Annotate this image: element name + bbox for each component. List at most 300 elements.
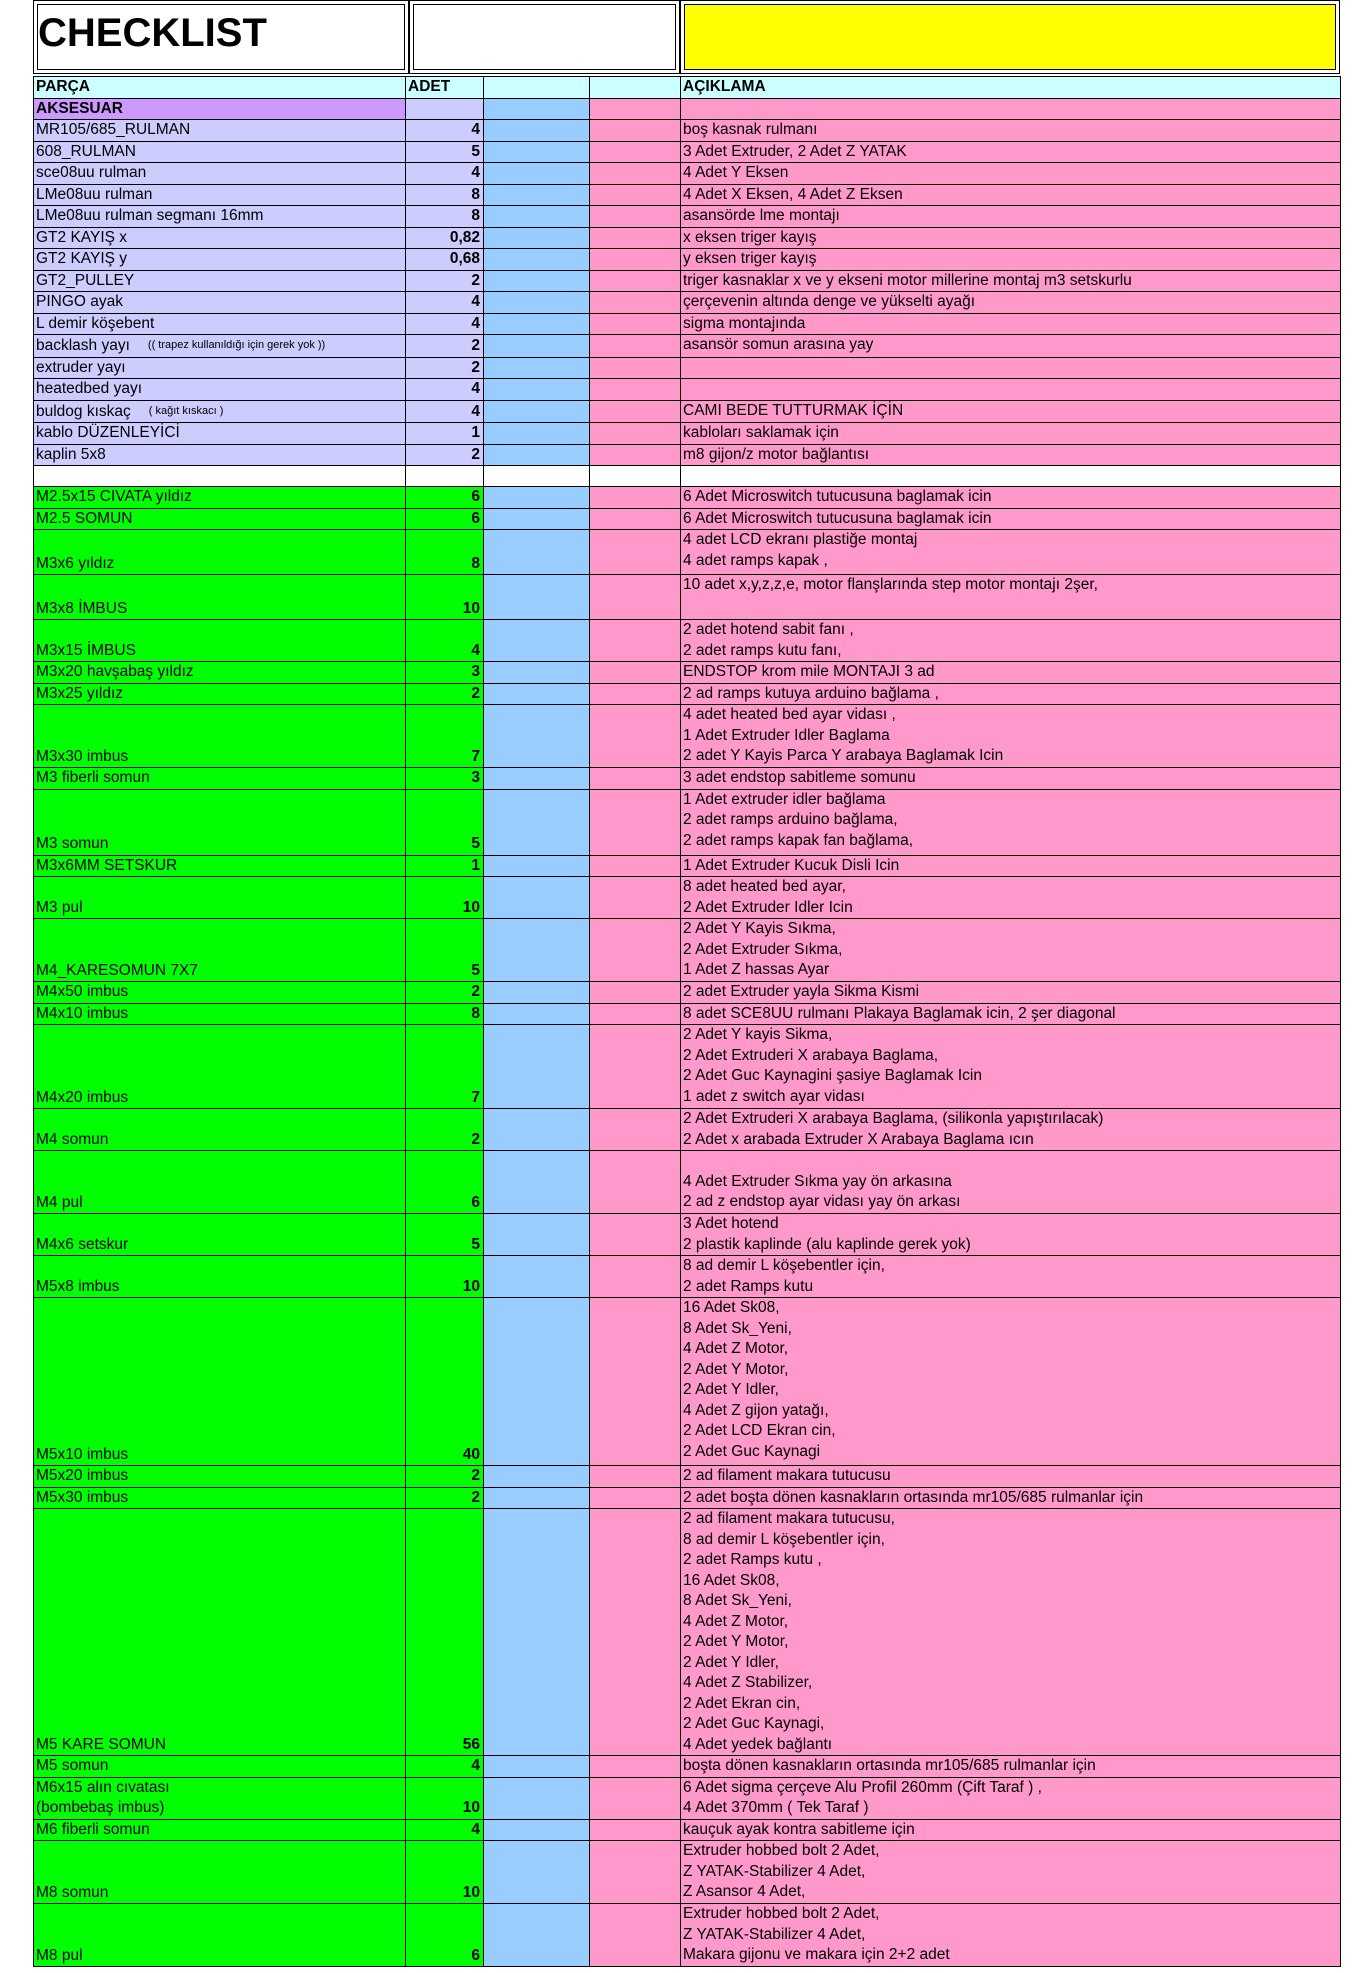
part-name (34, 1025, 406, 1109)
table-row (34, 789, 1341, 855)
part-label: M4 somun (36, 1130, 109, 1148)
blank-cell-1 (484, 1509, 590, 1756)
title-bar (33, 0, 1340, 76)
description: 8 adet heated bed ayar, 2 Adet Extruder Idler Icin (681, 877, 1341, 919)
description: 4 Adet Y Eksen (681, 163, 1341, 185)
quantity: 8 (406, 1003, 484, 1025)
part-label: M4x20 imbus (36, 1088, 129, 1106)
description: sigma montajında (681, 313, 1341, 335)
quantity: 2 (406, 335, 484, 358)
table-row (34, 487, 1341, 509)
quantity: 56 (406, 1509, 484, 1756)
description (681, 379, 1341, 401)
table-row (34, 620, 1341, 662)
table-row (34, 1841, 1341, 1904)
quantity: 7 (406, 1025, 484, 1109)
part-name (34, 1841, 406, 1904)
part-name (34, 400, 406, 423)
quantity: 4 (406, 379, 484, 401)
part-label: backlash yayı (36, 337, 130, 354)
table-row (34, 444, 1341, 466)
blank-cell-2 (590, 1904, 681, 1967)
part-label: M5 somun (36, 1757, 109, 1774)
part-name (34, 206, 406, 228)
part-name (34, 620, 406, 662)
quantity: 2 (406, 1109, 484, 1151)
quantity: 4 (406, 292, 484, 314)
part-label: buldog kıskaç (36, 402, 131, 420)
blank-cell-2 (590, 1151, 681, 1214)
table-row (34, 1256, 1341, 1298)
description: boşta dönen kasnakların ortasında mr105/685 rulmanlar için (681, 1756, 1341, 1778)
part-label: kablo DÜZENLEYİCİ (36, 424, 180, 441)
blank-cell-2 (590, 141, 681, 163)
blank-cell-1 (484, 1777, 590, 1819)
part-label: LMe08uu rulman (36, 185, 153, 203)
part-label: M6x15 alın cıvatası (bombebaş imbus) (36, 1778, 170, 1816)
section-qty (406, 98, 484, 120)
blank-cell-2 (590, 768, 681, 790)
part-name (34, 292, 406, 314)
part-label: M5 KARE SOMUN (36, 1735, 167, 1753)
separator-cell (681, 466, 1341, 487)
part-name (34, 163, 406, 185)
blank-cell-1 (484, 1025, 590, 1109)
blank-cell-1 (484, 335, 590, 358)
part-name (34, 357, 406, 379)
table-row (34, 1756, 1341, 1778)
quantity: 3 (406, 768, 484, 790)
part-label: M3 somun (36, 835, 109, 852)
description: 2 ad ramps kutuya arduino bağlama , (681, 683, 1341, 705)
table-row (34, 163, 1341, 185)
quantity: 10 (406, 575, 484, 620)
part-label: M4x6 setskur (36, 1235, 129, 1253)
header-part: PARÇA (34, 77, 406, 99)
quantity: 1 (406, 855, 484, 877)
quantity: 10 (406, 1841, 484, 1904)
part-name (34, 508, 406, 530)
table-row (34, 1298, 1341, 1466)
blank-cell-1 (484, 530, 590, 575)
blank-cell-2 (590, 508, 681, 530)
blank-cell-1 (484, 270, 590, 292)
part-name (34, 982, 406, 1004)
part-name (34, 444, 406, 466)
description: 2 adet Extruder yayla Sikma Kismi (681, 982, 1341, 1004)
blank-cell-1 (484, 575, 590, 620)
part-label: M3x6 yıldız (36, 554, 115, 572)
quantity: 0,82 (406, 227, 484, 249)
table-row (34, 508, 1341, 530)
blank-cell-1 (484, 1841, 590, 1904)
description: 3 Adet hotend 2 plastik kaplinde (alu kaplinde gerek yok) (681, 1214, 1341, 1256)
description: asansörde lme montajı (681, 206, 1341, 228)
description: 6 Adet sigma çerçeve Alu Profil 260mm (Çift Taraf ) , 4 Adet 370mm ( Tek Taraf ) (681, 1777, 1341, 1819)
blank-cell-2 (590, 120, 681, 142)
description: 2 Adet Extruderi X arabaya Baglama, (silikonla yapıştırılacak) 2 Adet x arabada Extruder X Arabaya Baglama ıcın (681, 1109, 1341, 1151)
blank-cell-1 (484, 292, 590, 314)
description: 8 ad demir L köşebentler için, 2 adet Ramps kutu (681, 1256, 1341, 1298)
description: 2 Adet Y kayis Sikma, 2 Adet Extruderi X arabaya Baglama, 2 Adet Guc Kaynagini şasiye Baglamak Icin 1 adet z switch ayar vidası (681, 1025, 1341, 1109)
blank-cell-1 (484, 982, 590, 1004)
header-blank-2 (590, 77, 681, 99)
quantity: 4 (406, 1756, 484, 1778)
table-row (34, 683, 1341, 705)
blank-cell-2 (590, 620, 681, 662)
header-desc: AÇIKLAMA (681, 77, 1341, 99)
part-name (34, 1777, 406, 1819)
part-label: M3x30 imbus (36, 747, 129, 765)
quantity: 5 (406, 789, 484, 855)
part-name (34, 270, 406, 292)
part-name (34, 184, 406, 206)
quantity: 4 (406, 313, 484, 335)
part-name (34, 1904, 406, 1967)
blank-cell-1 (484, 683, 590, 705)
blank-cell-2 (590, 1109, 681, 1151)
blank-cell-2 (590, 357, 681, 379)
part-name (34, 1487, 406, 1509)
quantity: 7 (406, 705, 484, 768)
quantity: 5 (406, 1214, 484, 1256)
part-name (34, 249, 406, 271)
part-label: L demir köşebent (36, 314, 155, 332)
blank-cell-2 (590, 982, 681, 1004)
blank-cell-2 (590, 379, 681, 401)
blank-cell-1 (484, 1109, 590, 1151)
title-cell (33, 0, 409, 74)
section-title: AKSESUAR (34, 98, 406, 120)
blank-cell-2 (590, 1777, 681, 1819)
part-note: (( trapez kullanıldığı için gerek yok )) (147, 339, 326, 351)
description: Extruder hobbed bolt 2 Adet, Z YATAK-Stabilizer 4 Adet, Makara gijonu ve makara için 2+2 adet (681, 1904, 1341, 1967)
blank-cell-1 (484, 1819, 590, 1841)
quantity: 2 (406, 444, 484, 466)
table-row (34, 1003, 1341, 1025)
part-name (34, 1151, 406, 1214)
table-row (34, 1509, 1341, 1756)
part-label: M8 pul (36, 1946, 83, 1964)
table-row (34, 423, 1341, 445)
blank-cell-1 (484, 877, 590, 919)
quantity: 4 (406, 1819, 484, 1841)
blank-cell-2 (590, 705, 681, 768)
description: 4 Adet Extruder Sıkma yay ön arkasına 2 ad z endstop ayar vidası yay ön arkası (681, 1151, 1341, 1214)
blank-cell-1 (484, 423, 590, 445)
section-row (34, 98, 1341, 120)
table-row (34, 1151, 1341, 1214)
part-label: GT2 KAYIŞ y (36, 250, 128, 267)
part-label: M4 pul (36, 1193, 83, 1211)
blank-cell-2 (590, 423, 681, 445)
part-label: kaplin 5x8 (36, 445, 106, 463)
blank-cell-1 (484, 1466, 590, 1488)
part-label: M4_KARESOMUN 7X7 (36, 961, 198, 979)
table-row (34, 919, 1341, 982)
part-label: M3x15 İMBUS (36, 641, 136, 659)
description: 6 Adet Microswitch tutucusuna baglamak icin (681, 487, 1341, 509)
blank-cell-2 (590, 919, 681, 982)
table-row (34, 357, 1341, 379)
blank-cell-2 (590, 249, 681, 271)
part-name (34, 313, 406, 335)
blank-cell-1 (484, 789, 590, 855)
table-row (34, 1904, 1341, 1967)
description: 10 adet x,y,z,z,e, motor flanşlarında step motor montajı 2şer, (681, 575, 1341, 620)
separator-row (34, 466, 1341, 487)
table-row (34, 292, 1341, 314)
checklist-sheet (33, 0, 1340, 1967)
part-name (34, 768, 406, 790)
part-name (34, 487, 406, 509)
blank-cell-1 (484, 206, 590, 228)
part-name (34, 662, 406, 684)
table-row (34, 1109, 1341, 1151)
description: 1 Adet extruder idler bağlama 2 adet ramps arduino bağlama, 2 adet ramps kapak fan bağlama, (681, 789, 1341, 855)
table-row (34, 206, 1341, 228)
blank-cell-2 (590, 1841, 681, 1904)
part-label: M5x10 imbus (36, 1445, 129, 1463)
quantity: 10 (406, 877, 484, 919)
blank-cell-2 (590, 1003, 681, 1025)
blank-cell-2 (590, 1487, 681, 1509)
part-label: M2.5x15 CIVATA yıldız (36, 488, 192, 505)
table-row (34, 270, 1341, 292)
blank-cell-2 (590, 487, 681, 509)
part-label: M3x25 yıldız (36, 684, 124, 702)
part-label: PINGO ayak (36, 293, 123, 310)
part-label: M4x50 imbus (36, 983, 129, 1000)
table-row (34, 662, 1341, 684)
blank-cell-1 (484, 444, 590, 466)
blank-cell-1 (484, 379, 590, 401)
table-row (34, 141, 1341, 163)
quantity: 40 (406, 1298, 484, 1466)
part-name (34, 423, 406, 445)
separator-cell (484, 466, 590, 487)
blank-cell-2 (590, 683, 681, 705)
description: 4 adet heated bed ayar vidası , 1 Adet Extruder Idler Baglama 2 adet Y Kayis Parca Y arabaya Baglamak Icin (681, 705, 1341, 768)
blank-cell-2 (590, 292, 681, 314)
part-label: heatedbed yayı (36, 380, 143, 397)
blank-cell-1 (484, 662, 590, 684)
section-blank-1 (484, 98, 590, 120)
header-qty: ADET (406, 77, 484, 99)
part-name (34, 789, 406, 855)
blank-cell-1 (484, 919, 590, 982)
part-label: LMe08uu rulman segmanı 16mm (36, 207, 264, 224)
part-label: GT2_PULLEY (36, 271, 135, 289)
part-name (34, 530, 406, 575)
part-name (34, 1256, 406, 1298)
blank-cell-2 (590, 1756, 681, 1778)
quantity: 5 (406, 919, 484, 982)
description: 4 adet LCD ekranı plastiğe montaj 4 adet ramps kapak , (681, 530, 1341, 575)
quantity: 4 (406, 163, 484, 185)
description: 2 Adet Y Kayis Sıkma, 2 Adet Extruder Sıkma, 1 Adet Z hassas Ayar (681, 919, 1341, 982)
part-name (34, 1109, 406, 1151)
description: boş kasnak rulmanı (681, 120, 1341, 142)
blank-cell-1 (484, 163, 590, 185)
table-row (34, 184, 1341, 206)
table-row (34, 379, 1341, 401)
table-row (34, 877, 1341, 919)
table-row (34, 855, 1341, 877)
blank-cell-2 (590, 877, 681, 919)
part-name (34, 683, 406, 705)
quantity: 2 (406, 357, 484, 379)
quantity: 6 (406, 1151, 484, 1214)
section-blank-2 (590, 98, 681, 120)
table-row (34, 768, 1341, 790)
blank-cell-1 (484, 141, 590, 163)
part-label: M3 fiberli somun (36, 769, 150, 786)
blank-cell-1 (484, 357, 590, 379)
checklist-table (33, 76, 1341, 1967)
table-row (34, 400, 1341, 423)
description: 4 Adet X Eksen, 4 Adet Z Eksen (681, 184, 1341, 206)
table-row (34, 1487, 1341, 1509)
description: 16 Adet Sk08, 8 Adet Sk_Yeni, 4 Adet Z Motor, 2 Adet Y Motor, 2 Adet Y Idler, 4 Adet Z gijon yatağı, 2 Adet LCD Ekran cin, 2 Adet Guc Kaynagi (681, 1298, 1341, 1466)
part-name (34, 705, 406, 768)
description: 1 Adet Extruder Kucuk Disli Icin (681, 855, 1341, 877)
blank-cell-1 (484, 487, 590, 509)
part-label: GT2 KAYIŞ x (36, 228, 128, 246)
part-name (34, 227, 406, 249)
table-row (34, 227, 1341, 249)
blank-cell-2 (590, 1466, 681, 1488)
blank-cell-2 (590, 662, 681, 684)
yellow-title-cell (680, 0, 1340, 74)
blank-cell-2 (590, 789, 681, 855)
blank-cell-2 (590, 313, 681, 335)
page-title: CHECKLIST (38, 11, 267, 55)
table-row (34, 705, 1341, 768)
table-row (34, 982, 1341, 1004)
blank-cell-1 (484, 1487, 590, 1509)
table-row (34, 313, 1341, 335)
description: y eksen triger kayış (681, 249, 1341, 271)
description: triger kasnaklar x ve y ekseni motor millerine montaj m3 setskurlu (681, 270, 1341, 292)
part-label: M8 somun (36, 1883, 109, 1901)
blank-cell-2 (590, 184, 681, 206)
description: 2 adet boşta dönen kasnakların ortasında mr105/685 rulmanlar için (681, 1487, 1341, 1509)
quantity: 8 (406, 206, 484, 228)
blank-cell-2 (590, 530, 681, 575)
quantity: 2 (406, 982, 484, 1004)
part-name (34, 1819, 406, 1841)
quantity: 2 (406, 1466, 484, 1488)
blank-cell-2 (590, 1025, 681, 1109)
blank-cell-2 (590, 855, 681, 877)
part-label: M3 pul (36, 898, 83, 916)
part-label: M5x20 imbus (36, 1467, 129, 1484)
description: 2 ad filament makara tutucusu (681, 1466, 1341, 1488)
part-label: M5x30 imbus (36, 1488, 129, 1506)
header-row (34, 77, 1341, 99)
blank-cell-2 (590, 575, 681, 620)
separator-cell (406, 466, 484, 487)
table-row (34, 1819, 1341, 1841)
part-name (34, 1466, 406, 1488)
blank-cell-2 (590, 1819, 681, 1841)
description: 8 adet SCE8UU rulmanı Plakaya Baglamak icin, 2 şer diagonal (681, 1003, 1341, 1025)
part-name (34, 379, 406, 401)
table-row (34, 335, 1341, 358)
description: CAMI BEDE TUTTURMAK İÇİN (681, 400, 1341, 423)
quantity: 6 (406, 508, 484, 530)
part-name (34, 1214, 406, 1256)
part-name (34, 1509, 406, 1756)
description: Extruder hobbed bolt 2 Adet, Z YATAK-Stabilizer 4 Adet, Z Asansor 4 Adet, (681, 1841, 1341, 1904)
quantity: 3 (406, 662, 484, 684)
description: 3 adet endstop sabitleme somunu (681, 768, 1341, 790)
quantity: 10 (406, 1256, 484, 1298)
part-name (34, 919, 406, 982)
blank-cell-1 (484, 249, 590, 271)
blank-cell-1 (484, 855, 590, 877)
quantity: 2 (406, 1487, 484, 1509)
description (681, 357, 1341, 379)
quantity: 4 (406, 400, 484, 423)
part-label: M2.5 SOMUN (36, 509, 133, 527)
blank-cell-1 (484, 227, 590, 249)
blank-cell-1 (484, 1298, 590, 1466)
description: m8 gijon/z motor bağlantısı (681, 444, 1341, 466)
description: kauçuk ayak kontra sabitleme için (681, 1819, 1341, 1841)
blank-cell-2 (590, 444, 681, 466)
section-desc (681, 98, 1341, 120)
separator-cell (590, 466, 681, 487)
quantity: 10 (406, 1777, 484, 1819)
blank-cell-1 (484, 400, 590, 423)
blank-title-cell (409, 0, 680, 74)
blank-cell-2 (590, 270, 681, 292)
description: x eksen triger kayış (681, 227, 1341, 249)
blank-cell-1 (484, 184, 590, 206)
blank-cell-1 (484, 705, 590, 768)
description: 2 adet hotend sabit fanı , 2 adet ramps kutu fanı, (681, 620, 1341, 662)
blank-cell-1 (484, 1151, 590, 1214)
description: 6 Adet Microswitch tutucusuna baglamak icin (681, 508, 1341, 530)
part-label: M5x8 imbus (36, 1277, 120, 1295)
part-name (34, 141, 406, 163)
blank-cell-2 (590, 335, 681, 358)
table-row (34, 249, 1341, 271)
part-name (34, 335, 406, 358)
part-name (34, 1298, 406, 1466)
quantity: 8 (406, 530, 484, 575)
quantity: 2 (406, 683, 484, 705)
description: ENDSTOP krom mile MONTAJI 3 ad (681, 662, 1341, 684)
quantity: 2 (406, 270, 484, 292)
blank-cell-1 (484, 1214, 590, 1256)
description: çerçevenin altında denge ve yükselti ayağı (681, 292, 1341, 314)
quantity: 8 (406, 184, 484, 206)
table-row (34, 1214, 1341, 1256)
part-label: M3x20 havşabaş yıldız (36, 663, 194, 680)
quantity: 0,68 (406, 249, 484, 271)
description: 2 ad filament makara tutucusu, 8 ad demir L köşebentler için, 2 adet Ramps kutu , 16 Adet Sk08, 8 Adet Sk_Yeni, 4 Adet Z Motor, 2 Adet Y Motor, 2 Adet Y Idler, 4 Adet Z Stabilizer, 2 Adet Ekran cin, 2 Adet Guc Kaynagi, 4 Adet yedek bağlantı (681, 1509, 1341, 1756)
blank-cell-1 (484, 120, 590, 142)
blank-cell-1 (484, 313, 590, 335)
part-name (34, 855, 406, 877)
part-label: M6 fiberli somun (36, 1820, 150, 1838)
part-label: sce08uu rulman (36, 164, 147, 181)
blank-cell-2 (590, 227, 681, 249)
quantity: 6 (406, 1904, 484, 1967)
